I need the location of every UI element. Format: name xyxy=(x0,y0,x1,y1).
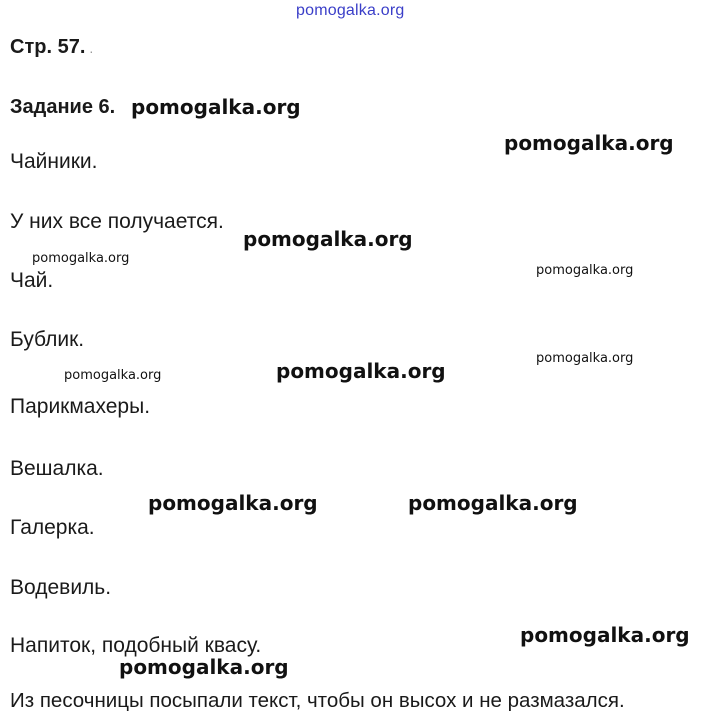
watermark: pomogalka.org xyxy=(148,491,318,515)
watermark: pomogalka.org xyxy=(276,359,446,383)
answer-4: Бублик. xyxy=(10,328,85,351)
page-heading: Стр. 57. . xyxy=(10,36,94,58)
watermark: pomogalka.org xyxy=(520,623,690,647)
answer-6: Вешалка. xyxy=(10,457,104,480)
answer-9: Напиток, подобный квасу. xyxy=(10,634,262,657)
watermark: pomogalka.org xyxy=(32,251,130,266)
watermark: pomogalka.org xyxy=(536,263,634,278)
answer-8: Водевиль. xyxy=(10,576,112,599)
answer-3: Чай. xyxy=(10,269,54,292)
watermark-top: pomogalka.org xyxy=(296,2,405,19)
watermark: pomogalka.org xyxy=(243,227,413,251)
watermark: pomogalka.org xyxy=(119,655,289,679)
answer-7: Галерка. xyxy=(10,516,95,539)
answer-1: Чайники. xyxy=(10,150,98,173)
watermark: pomogalka.org xyxy=(131,95,301,119)
answer-5: Парикмахеры. xyxy=(10,395,151,418)
watermark: pomogalka.org xyxy=(536,351,634,366)
task-heading: Задание 6. xyxy=(10,96,116,118)
answer-2: У них все получается. xyxy=(10,210,224,233)
answer-10: Из песочницы посыпали текст, чтобы он высох и не размазался. xyxy=(10,689,625,712)
watermark: pomogalka.org xyxy=(64,368,162,383)
watermark: pomogalka.org xyxy=(408,491,578,515)
watermark: pomogalka.org xyxy=(504,131,674,155)
page-heading-text: Стр. 57. xyxy=(10,36,86,58)
